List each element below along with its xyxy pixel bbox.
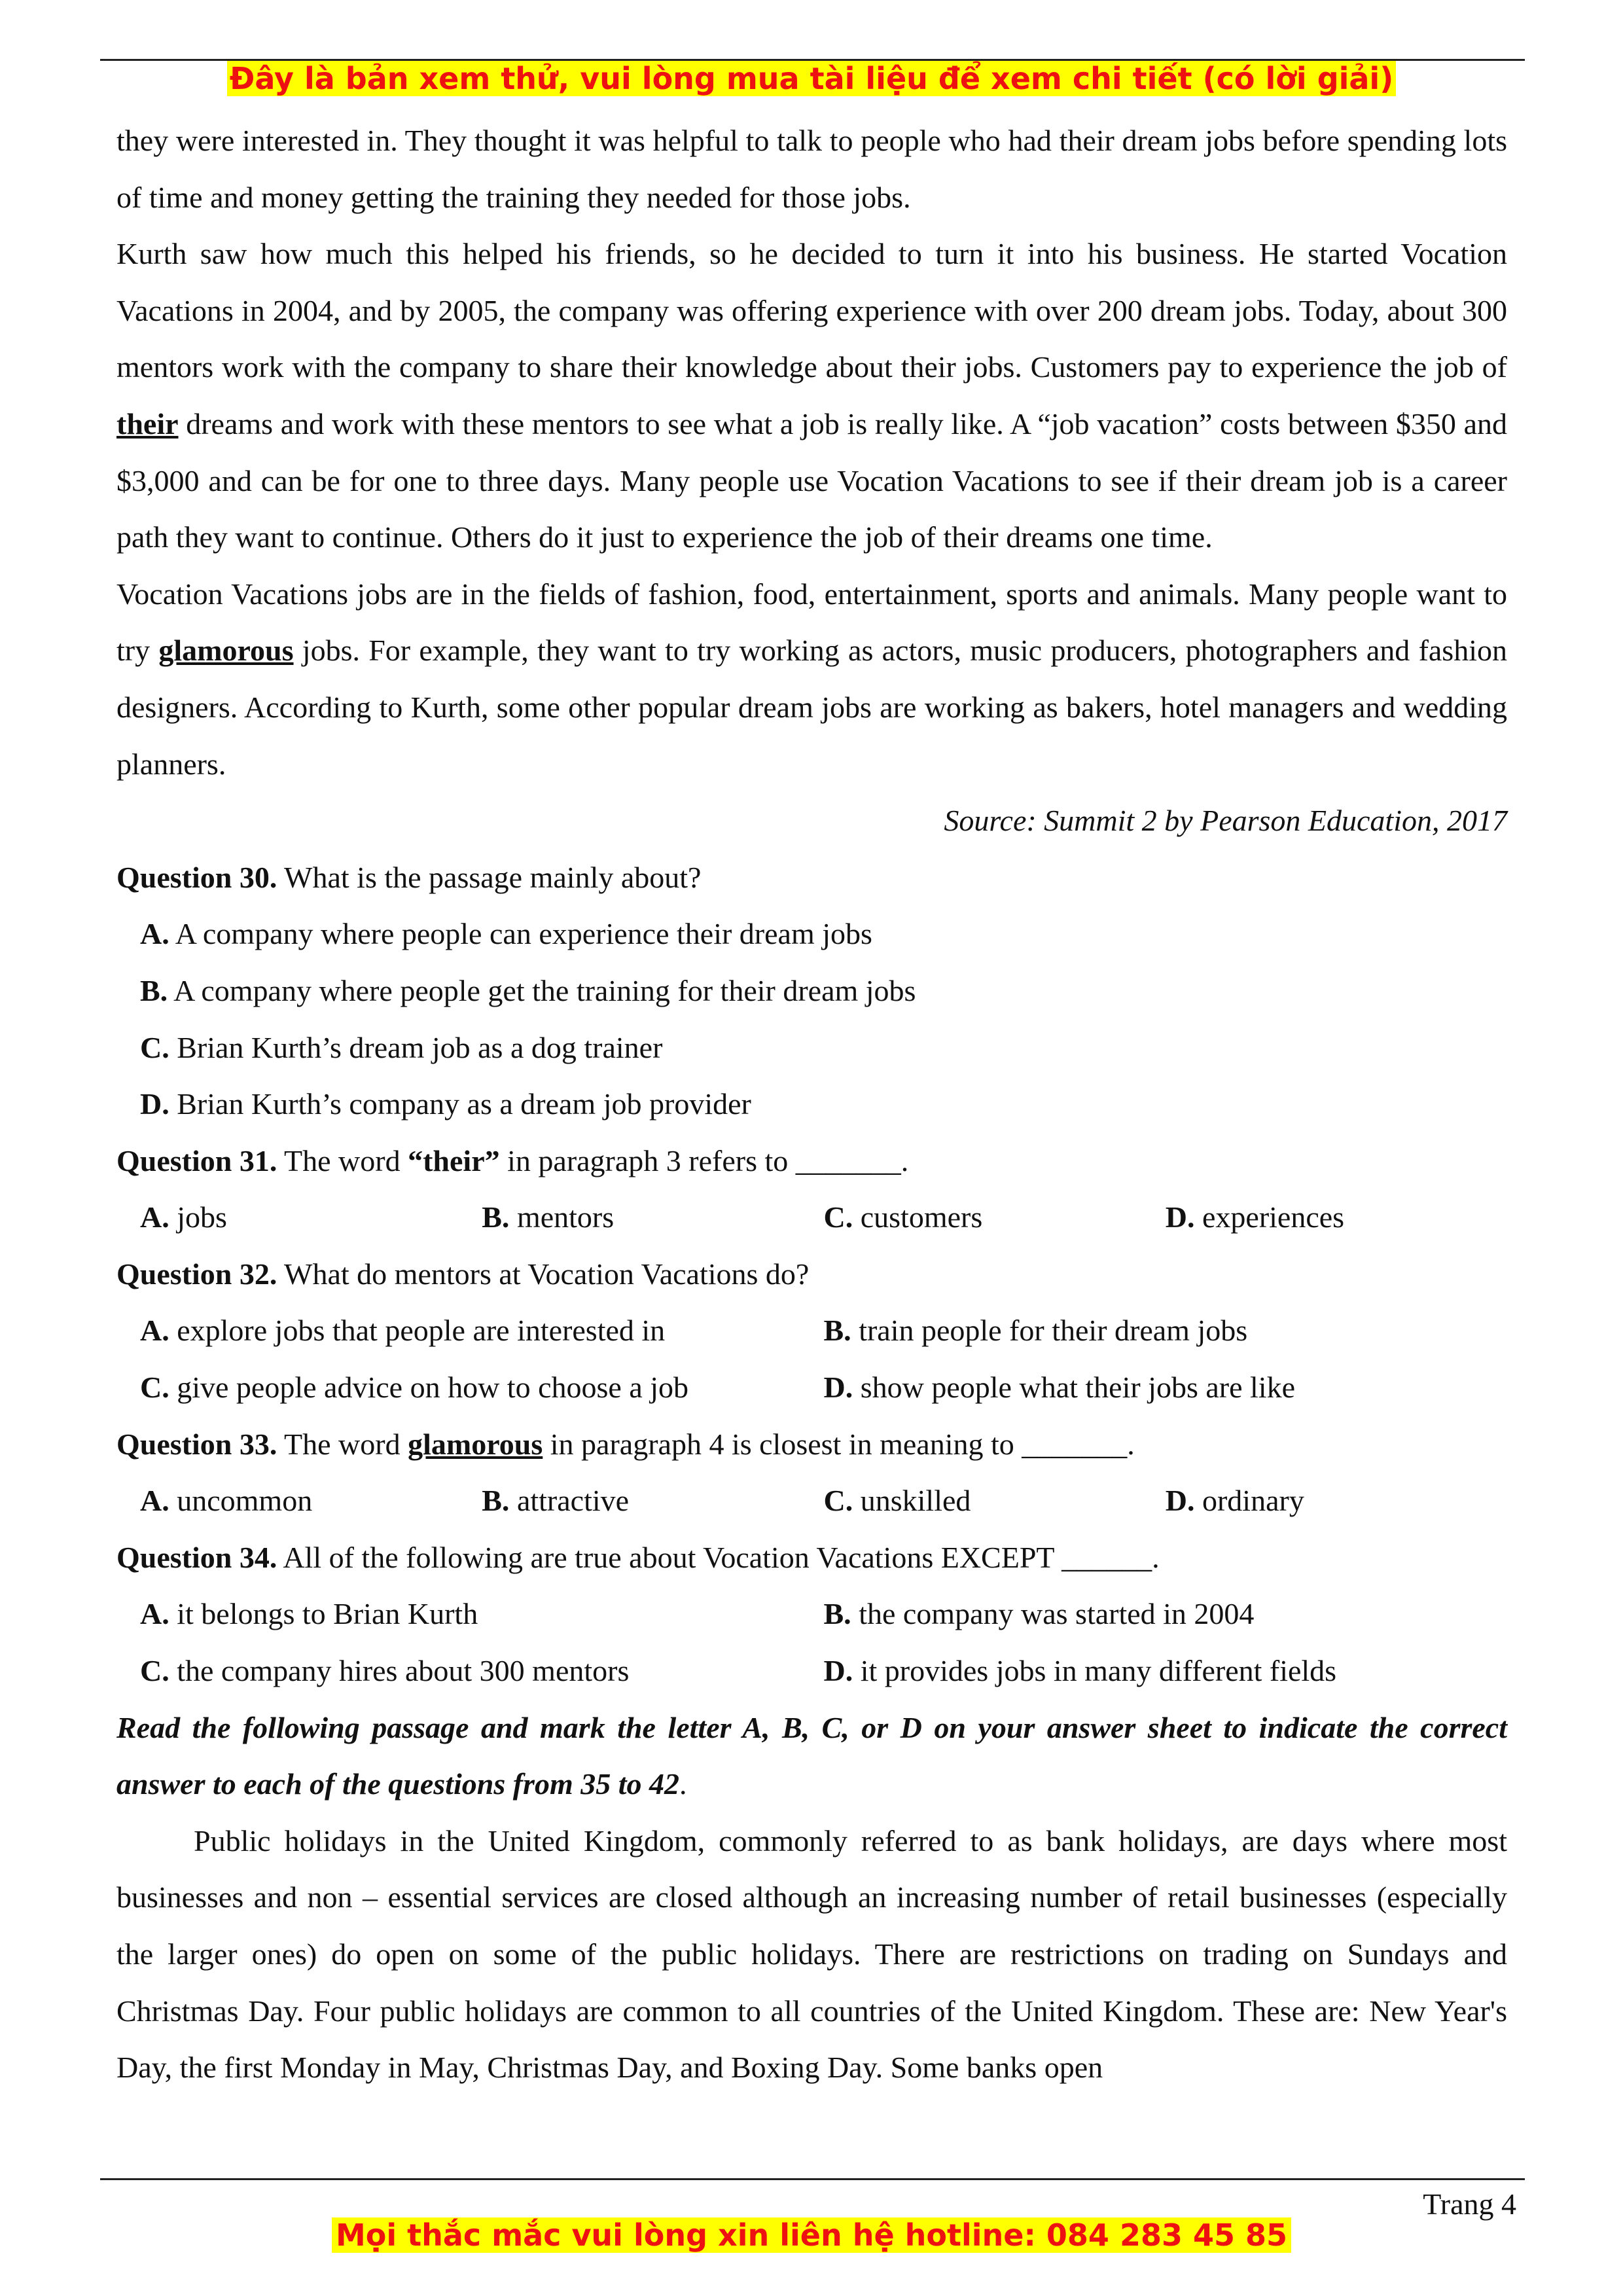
footer-rule [100,2178,1525,2180]
passage2-paragraph-1: Public holidays in the United Kingdom, commonly referred to as bank holidays, are days where most businesses and non – essential services are closed although an increasing number of retail businesses (especially the larger ones) do open on some of the public holidays. There are restrictions on trading on Sundays and Christmas Day. Four public holidays are common to all countries of the United Kingdom. These are: New Year's Day, the first Monday in May, Christmas Day, and Boxing Day. Some banks open [116,1823,1507,2085]
option-33-d[interactable]: D. ordinary [1165,1484,1304,1518]
underlined-word-their: their [116,406,179,440]
question-32: Question 32. What do mentors at Vocation Vacations do? [116,1257,810,1291]
option-31-a[interactable]: A. jobs [140,1200,227,1234]
question-34: Question 34. All of the following are true about Vocation Vacations EXCEPT ______. [116,1540,1160,1574]
option-31-d[interactable]: D. experiences [1165,1200,1345,1234]
question-30: Question 30. What is the passage mainly about? [116,860,702,894]
option-31-b[interactable]: B. mentors [482,1200,615,1234]
options-32-row-1 [116,1302,1507,1359]
passage-source: Source: Summit 2 by Pearson Education, 2017 [944,804,1507,838]
question-31: Question 31. The word “their” in paragraph 3 refers to _______. [116,1143,909,1177]
question-33: Question 33. The word glamorous in paragraph 4 is closest in meaning to _______. [116,1427,1135,1461]
option-34-c[interactable]: C. the company hires about 300 mentors [140,1654,630,1688]
hotline-banner-text: Mọi thắc mắc vui lòng xin liên hệ hotline: 084 283 45 85 [332,2217,1291,2253]
option-30-b[interactable]: B. A company where people get the training for their dream jobs [140,973,916,1007]
hotline-banner [0,2217,1623,2253]
options-34-row-2 [116,1643,1507,1700]
page-number: Trang 4 [1423,2187,1516,2221]
preview-banner [0,60,1623,97]
document-body [116,113,1507,2096]
reading-instruction: Read the following passage and mark the letter A, B, C, or D on your answer sheet to indicate the correct answer to each of the questions from 35 to 42. [116,1710,1507,1801]
options-31 [116,1189,1507,1246]
passage1-paragraph-3: Vocation Vacations jobs are in the fields of fashion, food, entertainment, sports and animals. Many people want to try glamorous jobs. For example, they want to try working as actors, music producers, photographers and fashion designers. According to Kurth, some other popular dream jobs are working as bakers, hotel managers and wedding planners. [116,577,1507,781]
options-34-row-1 [116,1586,1507,1643]
option-34-a[interactable]: A. it belongs to Brian Kurth [140,1597,478,1631]
option-33-a[interactable]: A. uncommon [140,1484,313,1518]
passage1-paragraph-1: they were interested in. They thought it was helpful to talk to people who had their dream jobs before spending lots of time and money getting the training they needed for those jobs. [116,124,1507,214]
option-30-a[interactable]: A. A company where people can experience their dream jobs [140,917,872,951]
option-32-d[interactable]: D. show people what their jobs are like [823,1371,1295,1405]
option-30-d[interactable]: D. Brian Kurth’s company as a dream job provider [140,1087,751,1121]
option-34-b[interactable]: B. the company was started in 2004 [823,1597,1255,1631]
options-33 [116,1473,1507,1530]
option-33-b[interactable]: B. attractive [482,1484,630,1518]
option-32-c[interactable]: C. give people advice on how to choose a job [140,1371,689,1405]
option-31-c[interactable]: C. customers [823,1200,983,1234]
option-33-c[interactable]: C. unskilled [823,1484,971,1518]
underlined-word-glamorous: glamorous [158,634,294,668]
option-34-d[interactable]: D. it provides jobs in many different fields [823,1654,1337,1688]
options-32-row-2 [116,1359,1507,1416]
preview-banner-text: Đây là bản xem thử, vui lòng mua tài liệu để xem chi tiết (có lời giải) [227,61,1396,96]
option-32-b[interactable]: B. train people for their dream jobs [823,1314,1248,1348]
option-32-a[interactable]: A. explore jobs that people are interested in [140,1314,666,1348]
option-30-c[interactable]: C. Brian Kurth’s dream job as a dog trainer [140,1030,663,1064]
passage1-paragraph-2: Kurth saw how much this helped his friends, so he decided to turn it into his business. He started Vocation Vacations in 2004, and by 2005, the company was offering experience with over 200 dream jobs. Today, about 300 mentors work with the company to share their knowledge about their jobs. Customers pay to experience the job of their dreams and work with these mentors to see what a job is really like. A “job vacation” costs between $350 and $3,000 and can be for one to three days. Many people use Vocation Vacations to see if their dream job is a career path they want to continue. Others do it just to experience the job of their dreams one time. [116,237,1507,554]
